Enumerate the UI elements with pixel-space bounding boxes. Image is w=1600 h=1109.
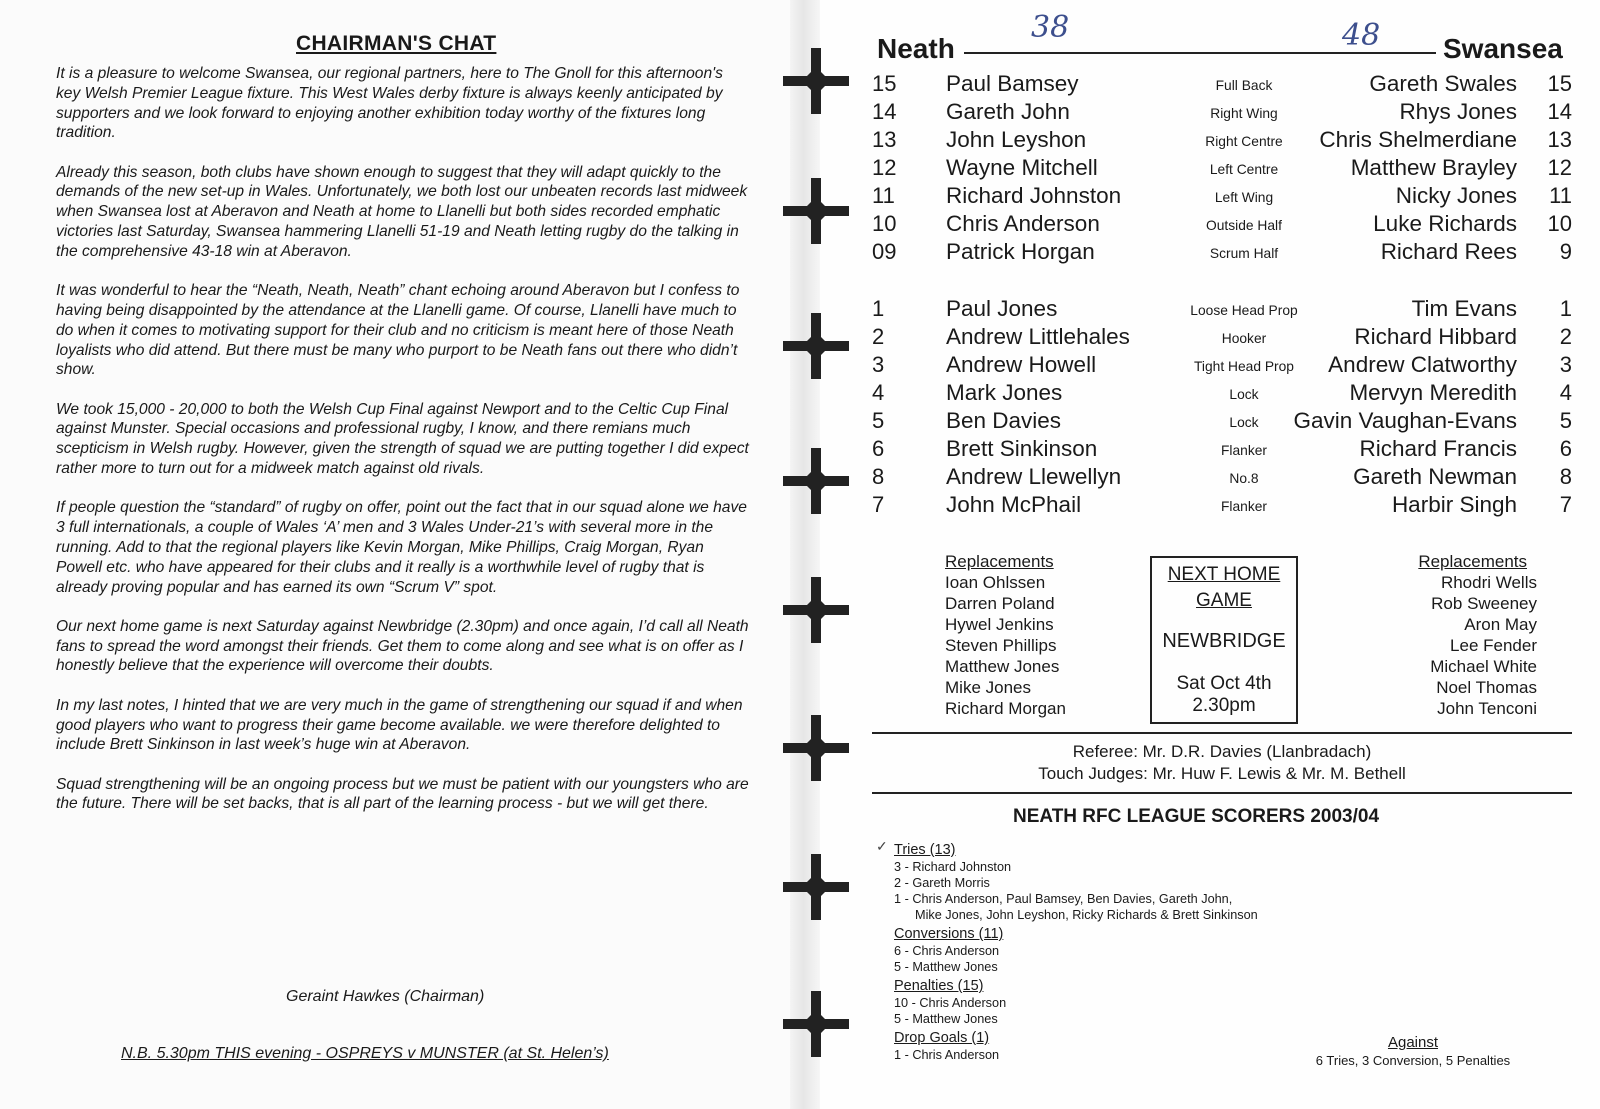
- lineup-row: [872, 127, 1572, 155]
- home-shirt-number: 1: [872, 296, 885, 321]
- scorers-title: NEATH RFC LEAGUE SCORERS 2003/04: [1013, 806, 1380, 827]
- away-player-name: Luke Richards: [1373, 211, 1517, 236]
- away-shirt-number: 5: [1559, 408, 1572, 433]
- away-player-name: Chris Shelmerdiane: [1319, 127, 1517, 152]
- home-shirt-number: 09: [872, 239, 897, 264]
- position-label: Right Centre: [1205, 134, 1283, 149]
- next-home-title-line: NEXT HOME: [1167, 564, 1281, 585]
- divider: [872, 792, 1572, 794]
- replacement-player: Noel Thomas: [1436, 678, 1537, 697]
- nb-notice: N.B. 5.30pm THIS evening - OSPREYS v MUNSTER (at St. Helen’s): [121, 1045, 609, 1062]
- away-player-name: Mervyn Meredith: [1349, 380, 1517, 405]
- home-shirt-number: 15: [872, 71, 897, 96]
- chat-paragraph: Already this season, both clubs have shown enough to suggest that they will adapt quickly to the demands of the new set-up in Wales. Unfortunately, we both lost our unbeaten records last midweek when Swansea lost at Aberavon and Neath at home to Llanelli but both sides recorded emphatic victories last Saturday, Swansea hammering Llanelli 51-19 and Neath letting rugby do the talking in the comprehensive 43-18 win at Aberavon.: [56, 163, 748, 260]
- home-shirt-number: 6: [872, 436, 885, 461]
- against-section: [1293, 1033, 1533, 1068]
- lineup-row: [872, 71, 1572, 99]
- home-player-name: Paul Bamsey: [946, 71, 1079, 96]
- scorer-line: 1 - Chris Anderson, Paul Bamsey, Ben Davies, Gareth John,: [894, 892, 1233, 906]
- maltese-cross-icon: [781, 713, 851, 783]
- position-label: Flanker: [1220, 499, 1267, 514]
- chairman-chat-body: [56, 64, 751, 834]
- away-player-name: Gareth Newman: [1353, 464, 1517, 489]
- home-shirt-number: 7: [872, 492, 885, 517]
- home-player-name: Patrick Horgan: [946, 239, 1095, 264]
- replacement-player: Richard Morgan: [945, 699, 1066, 718]
- lineup-row: [872, 464, 1572, 492]
- lineup-row: [872, 99, 1572, 127]
- away-player-name: Gavin Vaughan-Evans: [1293, 408, 1517, 433]
- maltese-cross-icon: [781, 575, 851, 645]
- away-shirt-number: 15: [1547, 71, 1572, 96]
- chat-paragraph: If people question the “standard” of rugby on offer, point out the fact that in our squad alone we have 3 full internationals, a couple of Wales ‘A’ men and 3 Wales Under-21’s with several more in the running. Add to that the regional players like Kevin Morgan, Mike Phillips, Craig Morgan, Ryan Powell etc. who have appeared for their clubs and it really is a worthwhile level of rugby that is already proving popular and has earned its own “Scrum V” spot.: [56, 499, 747, 596]
- maltese-cross-icon: [781, 989, 851, 1059]
- next-home-opponent: NEWBRIDGE: [1162, 630, 1286, 652]
- away-player-name: Gareth Swales: [1369, 71, 1517, 96]
- replacement-player: Rob Sweeney: [1431, 594, 1537, 613]
- home-player-name: Andrew Llewellyn: [946, 464, 1122, 489]
- away-shirt-number: 4: [1559, 380, 1572, 405]
- home-replacements: [945, 551, 1066, 719]
- conversions-section: [894, 925, 1003, 975]
- away-player-name: Nicky Jones: [1395, 183, 1517, 208]
- lineup-row: [872, 352, 1572, 380]
- position-label: Full Back: [1215, 78, 1273, 93]
- away-shirt-number: 7: [1559, 492, 1572, 517]
- away-player-name: Tim Evans: [1411, 296, 1517, 321]
- position-label: Loose Head Prop: [1190, 303, 1298, 318]
- home-shirt-number: 11: [872, 183, 895, 208]
- chat-paragraph: It was wonderful to hear the “Neath, Neath, Neath” chant echoing around Aberavon but I confess to having being disappointed by the attendance at the Llanelli game. Of course, Llanelli have much to do when it comes to motivating support for their club and no criticism is meant here of those Neath loyalists who did attend. But there must be many who purport to be Neath fans out there who didn’t show.: [56, 282, 740, 379]
- replacement-player: Hywel Jenkins: [945, 615, 1054, 634]
- penalties-heading: Penalties (15): [894, 978, 984, 994]
- position-label: Outside Half: [1206, 218, 1282, 233]
- tick-mark-icon: ✓: [876, 838, 888, 854]
- lineup-row: [872, 408, 1572, 436]
- replacement-player: Rhodri Wells: [1440, 573, 1537, 592]
- chairman-signature: Geraint Hawkes (Chairman): [286, 988, 485, 1005]
- chat-paragraph: Our next home game is next Saturday against Newbridge (2.30pm) and once again, I’d call all Neath fans to spread the word amongst their friends. Get them to come along and see what is on offer as I honestly believe that the experience will overcome their doubts.: [56, 617, 749, 675]
- chat-paragraph: It is a pleasure to welcome Swansea, our regional partners, here to The Gnoll for this afternoon's key Welsh Premier League fixture. This West Wales derby fixture is always keenly anticipated by supporters and we look forward to enjoying another exhibition today worthy of the fixtures long tradition.: [56, 65, 723, 142]
- position-label: Left Centre: [1209, 162, 1279, 177]
- replacement-player: John Tenconi: [1437, 699, 1537, 718]
- scorer-line: 5 - Matthew Jones: [894, 1012, 998, 1026]
- away-shirt-number: 13: [1547, 127, 1572, 152]
- against-summary: 6 Tries, 3 Conversion, 5 Penalties: [1315, 1053, 1511, 1068]
- away-shirt-number: 11: [1549, 183, 1572, 208]
- away-shirt-number: 12: [1547, 155, 1572, 180]
- position-label: Hooker: [1221, 331, 1267, 346]
- scorer-line: 10 - Chris Anderson: [894, 996, 1007, 1010]
- away-shirt-number: 14: [1547, 99, 1572, 124]
- maltese-cross-icon: [781, 446, 851, 516]
- position-label: Flanker: [1220, 443, 1267, 458]
- home-player-name: John Leyshon: [946, 127, 1087, 152]
- home-shirt-number: 12: [872, 155, 897, 180]
- lineup-row: [872, 183, 1572, 211]
- home-score-handwritten: 38: [1031, 10, 1070, 45]
- scorer-line: 6 - Chris Anderson: [894, 944, 1000, 958]
- replacement-player: Lee Fender: [1450, 636, 1537, 655]
- maltese-cross-icon: [781, 311, 851, 381]
- scorer-line: 2 - Gareth Morris: [894, 876, 990, 890]
- home-player-name: Gareth John: [946, 99, 1070, 124]
- home-shirt-number: 14: [872, 99, 897, 124]
- scorer-line: 1 - Chris Anderson: [894, 1048, 1000, 1062]
- position-label: Lock: [1229, 415, 1259, 430]
- home-player-name: Mark Jones: [946, 380, 1063, 405]
- lineup-row: [872, 324, 1572, 352]
- position-label: Left Wing: [1214, 190, 1274, 205]
- home-player-name: Brett Sinkinson: [946, 436, 1098, 461]
- tries-heading: Tries (13): [894, 842, 956, 858]
- lineup-row: [872, 239, 1572, 267]
- next-home-time: 2.30pm: [1192, 695, 1256, 716]
- position-label: Lock: [1229, 387, 1259, 402]
- away-player-name: Andrew Clatworthy: [1328, 352, 1517, 377]
- away-replacements: [1418, 551, 1537, 719]
- chairman-chat-title: CHAIRMAN'S CHAT: [296, 32, 497, 55]
- away-player-name: Richard Francis: [1359, 436, 1517, 461]
- page-fold: [790, 0, 820, 1109]
- drop-goals-heading: Drop Goals (1): [894, 1030, 990, 1046]
- home-team-name: Neath: [877, 33, 955, 64]
- lineup-row: [872, 380, 1572, 408]
- away-shirt-number: 3: [1559, 352, 1572, 377]
- away-player-name: Richard Rees: [1380, 239, 1517, 264]
- chat-paragraph: Squad strengthening will be an ongoing process but we must be patient with our youngsters who are the future. There will be set backs, that is all part of the learning process - but we will get there.: [56, 775, 749, 813]
- home-shirt-number: 5: [872, 408, 885, 433]
- next-home-game-box: [1150, 556, 1298, 724]
- conversions-heading: Conversions (11): [894, 926, 1004, 942]
- home-player-name: John McPhail: [946, 492, 1082, 517]
- home-shirt-number: 10: [872, 211, 897, 236]
- replacement-player: Darren Poland: [945, 594, 1055, 613]
- home-player-name: Wayne Mitchell: [946, 155, 1098, 180]
- replacement-player: Matthew Jones: [945, 657, 1060, 676]
- away-player-name: Harbir Singh: [1391, 492, 1517, 517]
- home-player-name: Chris Anderson: [946, 211, 1100, 236]
- away-shirt-number: 9: [1559, 239, 1572, 264]
- penalties-section: [894, 977, 1006, 1027]
- maltese-cross-icon: [781, 46, 851, 116]
- divider: [872, 732, 1572, 734]
- lineup-row: [872, 492, 1572, 520]
- replacement-player: Ioan Ohlssen: [945, 573, 1046, 592]
- away-player-name: Rhys Jones: [1399, 99, 1517, 124]
- home-player-name: Andrew Littlehales: [946, 324, 1130, 349]
- replacements-heading: Replacements: [945, 552, 1054, 571]
- next-home-datetime: [1152, 673, 1296, 717]
- replacement-player: Michael White: [1430, 657, 1537, 676]
- home-shirt-number: 4: [872, 380, 885, 405]
- away-player-name: Matthew Brayley: [1350, 155, 1517, 180]
- position-label: No.8: [1229, 471, 1259, 486]
- away-score-handwritten: 48: [1342, 18, 1381, 53]
- next-home-date: Sat Oct 4th: [1176, 673, 1272, 694]
- chat-paragraph: We took 15,000 - 20,000 to both the Welsh Cup Final against Newport and to the Celtic Cup Final against Munster. Special occasions and professional rugby, I know, and there remians much scepticism in Welsh rugby. However, given the strength of squad we are putting together I did expect rather more to turn out for a midweek match against old rivals.: [56, 400, 749, 478]
- replacement-player: Aron May: [1464, 615, 1537, 634]
- away-shirt-number: 1: [1559, 296, 1572, 321]
- away-player-name: Richard Hibbard: [1354, 324, 1517, 349]
- replacement-player: Mike Jones: [945, 678, 1031, 697]
- next-home-title-line: GAME: [1196, 590, 1252, 611]
- chat-paragraph: In my last notes, I hinted that we are very much in the game of strengthening our squad if and when good players who want to progress their game become available. we were therefore delighted to include Brett Sinkinson in last week’s huge win at Aberavon.: [56, 696, 743, 754]
- position-label: Right Wing: [1210, 106, 1278, 121]
- maltese-cross-icon: [781, 176, 851, 246]
- away-team-name: Swansea: [1443, 33, 1563, 64]
- replacements-heading: Replacements: [1418, 552, 1527, 571]
- touch-judges: Touch Judges: Mr. Huw F. Lewis & Mr. M. Bethell: [1038, 764, 1406, 783]
- drop-goals-section: [894, 1029, 999, 1063]
- lineup-row: [872, 436, 1572, 464]
- next-home-game-title: [1152, 562, 1296, 614]
- away-shirt-number: 8: [1559, 464, 1572, 489]
- away-shirt-number: 2: [1559, 324, 1572, 349]
- scorer-line: Mike Jones, John Leyshon, Ricky Richards & Brett Sinkinson: [915, 908, 1258, 922]
- home-player-name: Richard Johnston: [946, 183, 1122, 208]
- position-label: Scrum Half: [1209, 246, 1279, 261]
- away-shirt-number: 6: [1559, 436, 1572, 461]
- tries-section: [894, 841, 1258, 923]
- against-heading: Against: [1387, 1034, 1439, 1051]
- lineup-row: [872, 211, 1572, 239]
- referee: Referee: Mr. D.R. Davies (Llanbradach): [1072, 742, 1372, 761]
- position-label: Tight Head Prop: [1194, 359, 1294, 374]
- home-player-name: Ben Davies: [946, 408, 1062, 433]
- home-shirt-number: 2: [872, 324, 885, 349]
- home-player-name: Andrew Howell: [946, 352, 1097, 377]
- lineup-row: [872, 155, 1572, 183]
- home-shirt-number: 13: [872, 127, 897, 152]
- scorer-line: 5 - Matthew Jones: [894, 960, 998, 974]
- scorer-line: 3 - Richard Johnston: [894, 860, 1012, 874]
- home-shirt-number: 8: [872, 464, 885, 489]
- lineup-row: [872, 296, 1572, 324]
- home-player-name: Paul Jones: [946, 296, 1058, 321]
- away-shirt-number: 10: [1547, 211, 1572, 236]
- replacement-player: Steven Phillips: [945, 636, 1057, 655]
- maltese-cross-icon: [781, 852, 851, 922]
- home-shirt-number: 3: [872, 352, 885, 377]
